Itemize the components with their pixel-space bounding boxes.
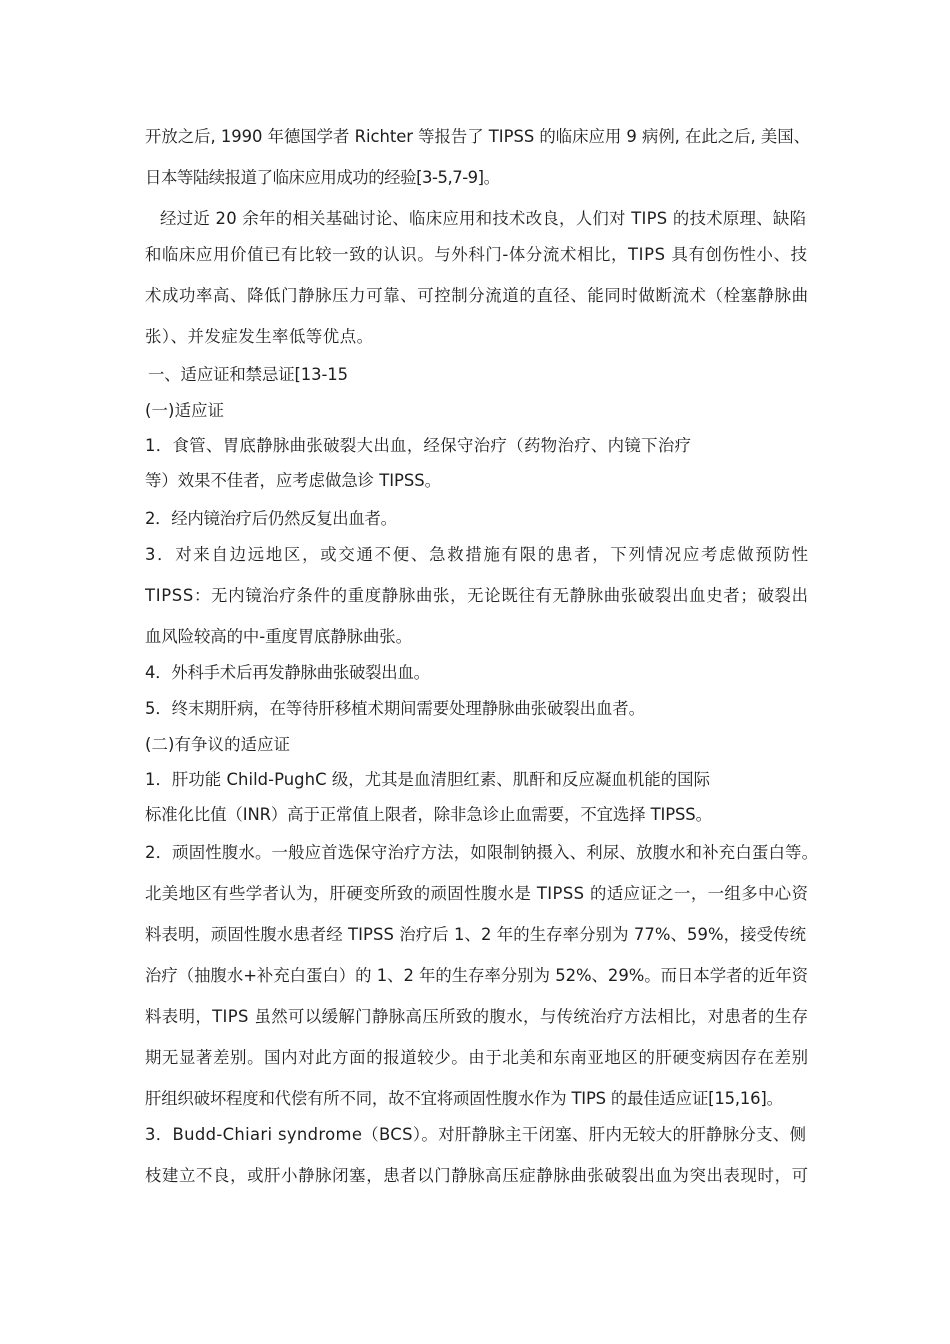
list-item-1-continuation: 等）效果不佳者，应考虑做急诊 TIPSS。 bbox=[145, 471, 441, 490]
text-line-1: 开放之后, 1990 年德国学者 Richter 等报告了 TIPSS 的临床应用 9 病例, 在此之后, 美国、 bbox=[145, 127, 810, 146]
list-item-5: 5．终末期肝病，在等待肝移植术期间需要处理静脉曲张破裂出血者。 bbox=[145, 699, 645, 718]
controversial-item-2: 2．顽固性腹水。一般应首选保守治疗方法，如限制钠摄入、利尿、放腹水和补充白蛋白等。 bbox=[145, 843, 819, 862]
list-item-3: 3．对来自边远地区，或交通不便、急救措施有限的患者，下列情况应考虑做预防性 bbox=[145, 545, 810, 564]
controversial-item-2-line-2: 北美地区有些学者认为，肝硬变所致的顽固性腹水是 TIPSS 的适应证之一，一组多中心资 bbox=[145, 884, 809, 903]
list-item-1: 1．食管、胃底静脉曲张破裂大出血，经保守治疗（药物治疗、内镜下治疗 bbox=[145, 436, 692, 455]
text-line-4: 和临床应用价值已有比较一致的认识。与外科门-体分流术相比，TIPS 具有创伤性小、技 bbox=[145, 245, 808, 264]
controversial-item-1-continuation: 标准化比值（INR）高于正常值上限者，除非急诊止血需要，不宜选择 TIPSS。 bbox=[145, 805, 712, 824]
text-line-2: 日本等陆续报道了临床应用成功的经验[3-5,7-9]。 bbox=[145, 168, 500, 187]
paragraph-first-line: 经过近 20 余年的相关基础讨论、临床应用和技术改良，人们对 TIPS 的技术原理、缺陷 bbox=[160, 209, 807, 228]
controversial-item-3-line-2: 枝建立不良，或肝小静脉闭塞，患者以门静脉高压症静脉曲张破裂出血为突出表现时，可 bbox=[145, 1166, 809, 1185]
controversial-item-2-line-5: 料表明，TIPS 虽然可以缓解门静脉高压所致的腹水，与传统治疗方法相比，对患者的生存 bbox=[145, 1007, 809, 1026]
subsection-heading-indications: (一)适应证 bbox=[145, 401, 225, 420]
list-item-2: 2．经内镜治疗后仍然反复出血者。 bbox=[145, 509, 397, 528]
subsection-heading-controversial: (二)有争议的适应证 bbox=[145, 735, 291, 754]
text-line-5: 术成功率高、降低门静脉压力可靠、可控制分流道的直径、能同时做断流术（栓塞静脉曲 bbox=[145, 286, 809, 305]
controversial-item-3: 3．Budd-Chiari syndrome（BCS）。对肝静脉主干闭塞、肝内无较大的肝静脉分支、侧 bbox=[145, 1125, 807, 1144]
controversial-item-2-line-4: 治疗（抽腹水+补充白蛋白）的 1、2 年的生存率分别为 52%、29%。而日本学者的近年资 bbox=[145, 966, 808, 985]
controversial-item-1: 1．肝功能 Child-PughC 级，尤其是血清胆红素、肌酐和反应凝血机能的国际 bbox=[145, 770, 711, 789]
list-item-4: 4．外科手术后再发静脉曲张破裂出血。 bbox=[145, 663, 430, 682]
controversial-item-2-line-6: 期无显著差别。国内对此方面的报道较少。由于北美和东南亚地区的肝硬变病因存在差别 bbox=[145, 1048, 809, 1067]
list-item-3-line-2: TIPSS：无内镜治疗条件的重度静脉曲张，无论既往有无静脉曲张破裂出血史者；破裂出 bbox=[145, 586, 809, 605]
list-item-3-line-3: 血风险较高的中-重度胃底静脉曲张。 bbox=[145, 627, 412, 646]
controversial-item-2-line-3: 料表明，顽固性腹水患者经 TIPSS 治疗后 1、2 年的生存率分别为 77%、59%，接受传统 bbox=[145, 925, 807, 944]
text-line-6: 张）、并发症发生率低等优点。 bbox=[145, 327, 374, 346]
section-heading: 一、适应证和禁忌证[13-15 bbox=[148, 365, 348, 384]
controversial-item-2-line-7: 肝组织破坏程度和代偿有所不同，故不宜将顽固性腹水作为 TIPS 的最佳适应证[15,16]。 bbox=[145, 1089, 783, 1108]
